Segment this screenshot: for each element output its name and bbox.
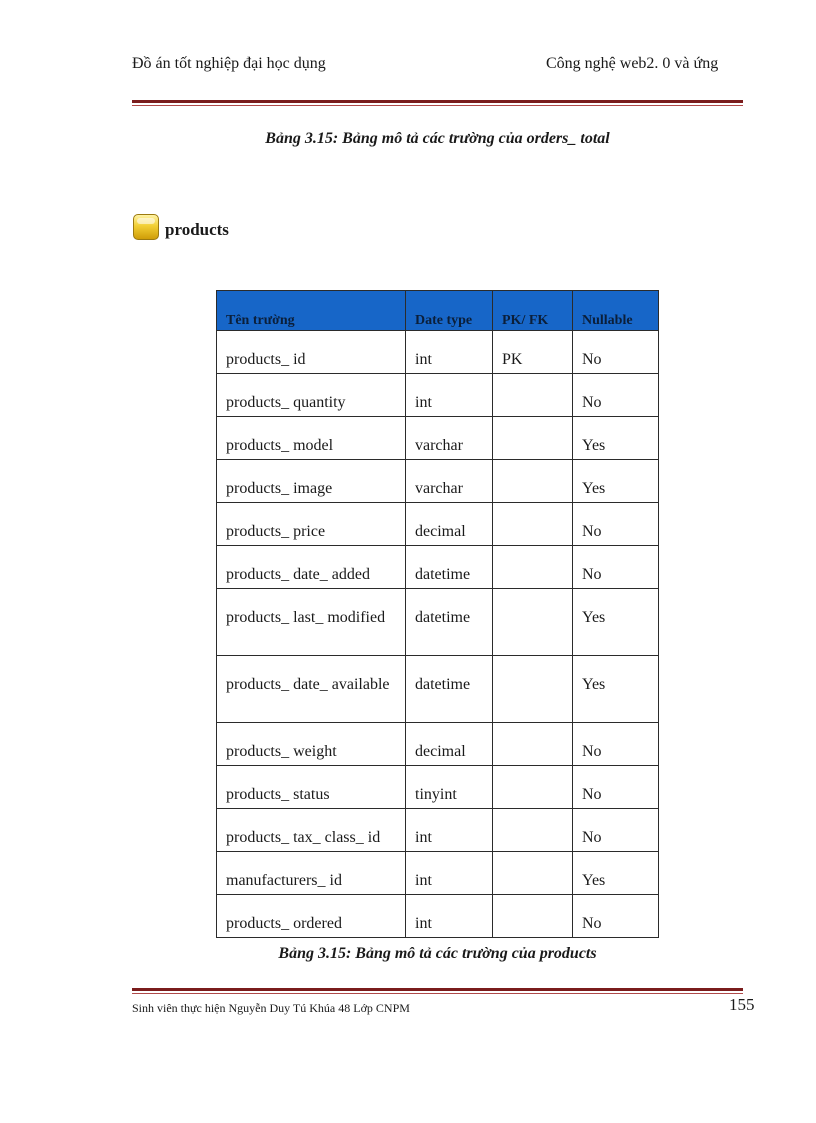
table-cell: products_ price [217,503,406,546]
table-cell: products_ image [217,460,406,503]
table-cell: No [573,546,659,589]
column-header: Tên trường [217,291,406,331]
table-cell: manufacturers_ id [217,852,406,895]
table-cell: int [406,809,493,852]
table-header-row [217,291,659,331]
table-cell: products_ model [217,417,406,460]
table-cell: PK [493,331,573,374]
table-cell: No [573,723,659,766]
column-header: PK/ FK [493,291,573,331]
footer-author: Sinh viên thực hiện Nguyễn Duy Tú Khúa 48 Lớp CNPM [132,1001,410,1015]
table-cell: Yes [573,589,659,656]
table-cell: Yes [573,417,659,460]
table-cell: decimal [406,723,493,766]
table-cell [493,809,573,852]
table-cell: No [573,331,659,374]
table-cell [493,546,573,589]
top-table-caption: Bảng 3.15: Bảng mô tả các trường của orders_ total [265,130,610,147]
table-cell [493,895,573,938]
table-cell: products_ status [217,766,406,809]
column-header: Date type [406,291,493,331]
table-cell [493,417,573,460]
table-cell: int [406,895,493,938]
table-row [217,895,659,938]
table-cell: products_ date_ added [217,546,406,589]
table-row [217,546,659,589]
table-cell [493,374,573,417]
table-cell: products_ id [217,331,406,374]
table-cell: No [573,895,659,938]
table-row [217,589,659,656]
table-cell: tinyint [406,766,493,809]
table-cell: Yes [573,460,659,503]
table-cell: products_ tax_ class_ id [217,809,406,852]
page-number: 155 [729,995,755,1014]
table-cell: int [406,374,493,417]
table-row [217,503,659,546]
table-row [217,723,659,766]
table-cell: products_ last_ modified [217,589,406,656]
table-cell: datetime [406,589,493,656]
table-row [217,374,659,417]
table-cell: No [573,766,659,809]
section-title: products [165,220,229,239]
table-cell: varchar [406,460,493,503]
table-cell: No [573,374,659,417]
table-cell: products_ date_ available [217,656,406,723]
bottom-table-caption: Bảng 3.15: Bảng mô tả các trường của products [278,945,597,962]
table-cell: int [406,852,493,895]
table-cell: products_ quantity [217,374,406,417]
table-row [217,460,659,503]
table-cell: No [573,503,659,546]
table-cell [493,589,573,656]
table-cell: decimal [406,503,493,546]
table-cell: Yes [573,656,659,723]
table-cell: varchar [406,417,493,460]
table-cell: datetime [406,546,493,589]
column-header: Nullable [573,291,659,331]
table-cell: No [573,809,659,852]
table-row [217,766,659,809]
table-cell: products_ weight [217,723,406,766]
table-cell [493,656,573,723]
table-row [217,852,659,895]
table-row [217,331,659,374]
header-right-title: Công nghệ web2. 0 và ứng [546,55,719,72]
table-cell [493,503,573,546]
table-cell [493,460,573,503]
table-cell: products_ ordered [217,895,406,938]
table-cell: datetime [406,656,493,723]
table-cell: int [406,331,493,374]
footer-rule [132,988,743,994]
table-cell: Yes [573,852,659,895]
header-left-title: Đồ án tốt nghiệp đại học dụng [132,55,326,72]
table-cell [493,852,573,895]
table-row [217,417,659,460]
header-rule [132,100,743,106]
table-row [217,656,659,723]
section-heading [133,210,229,240]
table-cell [493,723,573,766]
folder-icon [133,214,159,240]
table-row [217,809,659,852]
table-cell [493,766,573,809]
products-fields-table [216,290,659,938]
